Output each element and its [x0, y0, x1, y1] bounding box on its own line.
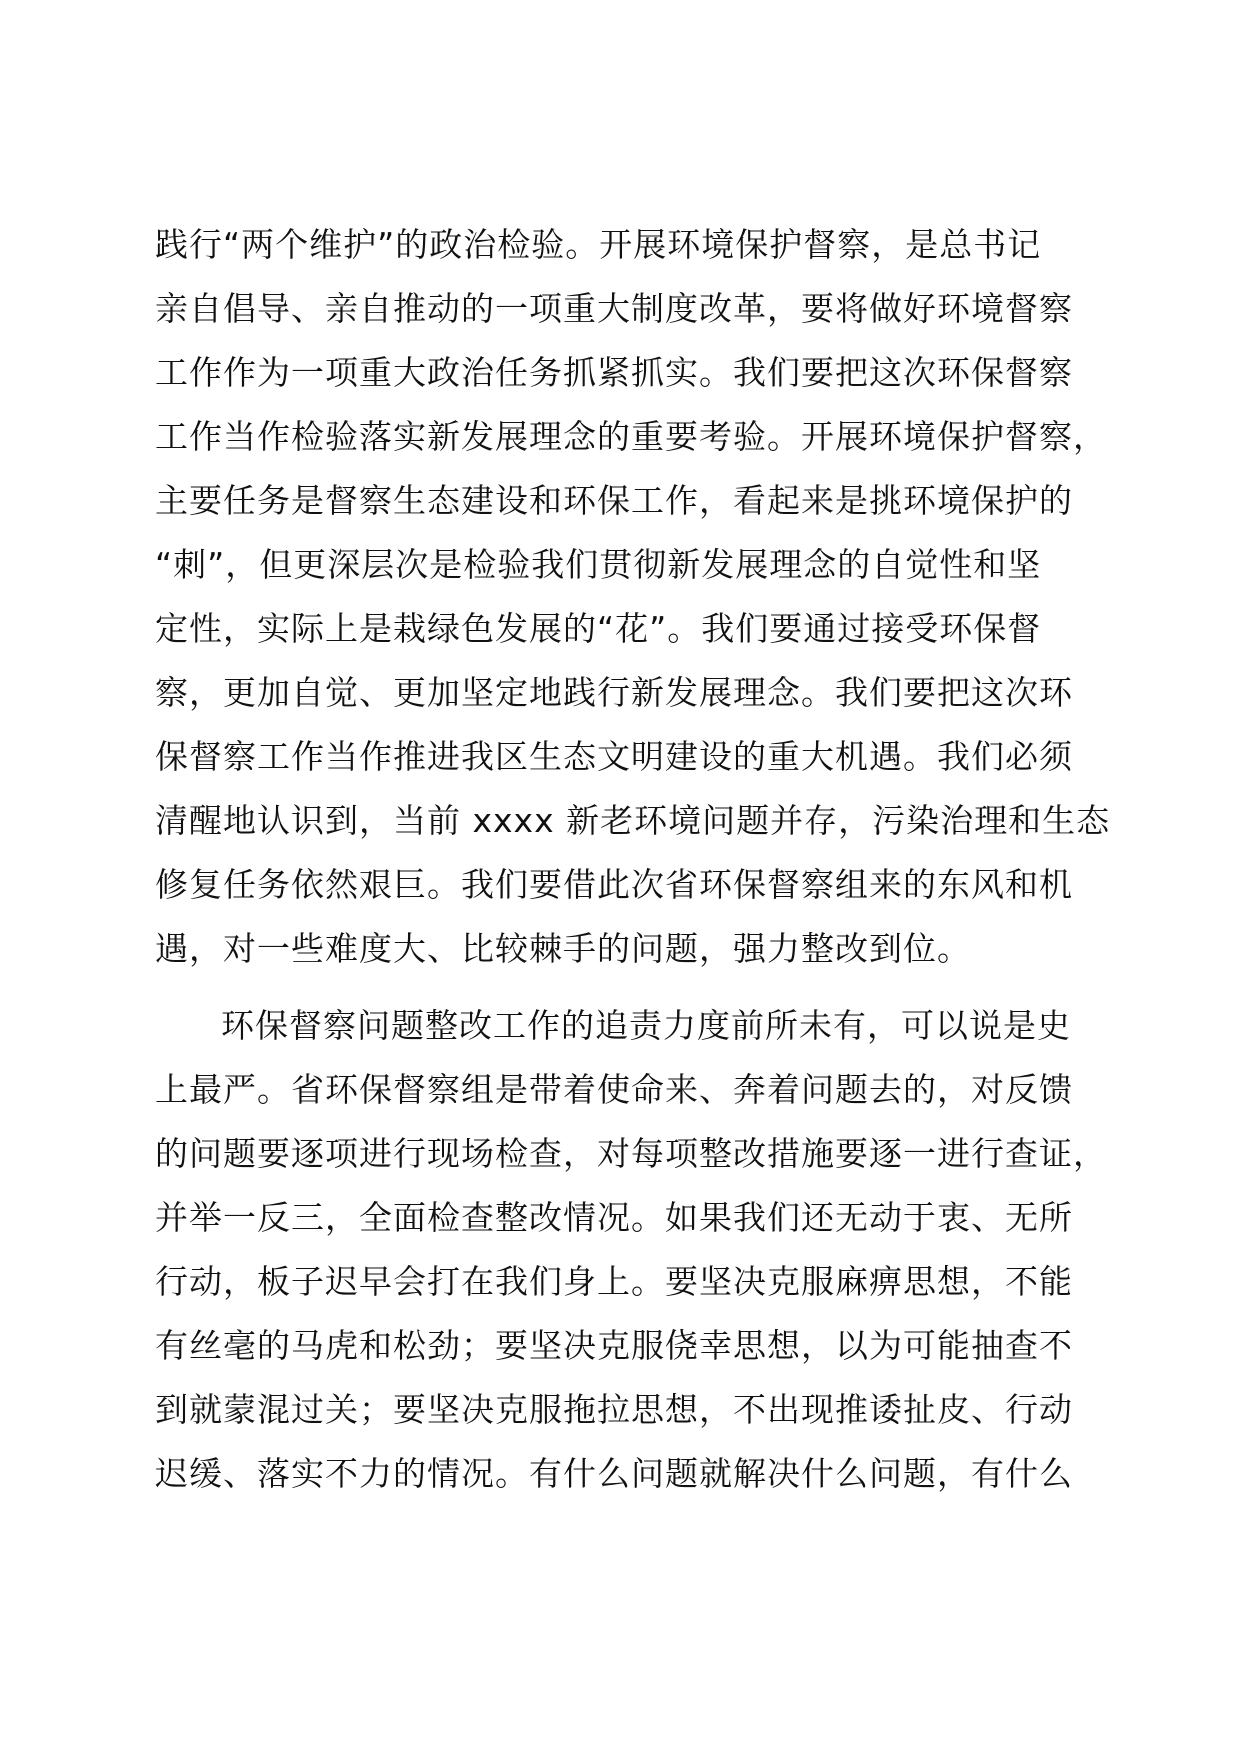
text-line: 迟缓、落实不力的情况。有什么问题就解决什么问题，有什么: [155, 1454, 1073, 1493]
text-line: 环保督察问题整改工作的追责力度前所未有，可以说是史: [221, 1006, 1071, 1045]
paragraph-spacer: [155, 981, 1115, 994]
text-line: 的问题要逐项进行现场检查，对每项整改措施要逐一进行查证，: [155, 1134, 1107, 1173]
text-line: 主要任务是督察生态建设和环保工作，看起来是挑环境保护的: [155, 481, 1073, 520]
text-line: 工作当作检验落实新发展理念的重要考验。开展环境保护督察，: [155, 417, 1107, 456]
text-line: 定性，实际上是栽绿色发展的“花”。我们要通过接受环保督: [155, 609, 1042, 648]
text-line: 亲自倡导、亲自推动的一项重大制度改革，要将做好环境督察: [155, 289, 1073, 328]
text-line: “刺”，但更深层次是检验我们贯彻新发展理念的自觉性和坚: [155, 545, 1042, 584]
text-line: 有丝毫的马虎和松劲；要坚决克服侥幸思想，以为可能抽查不: [155, 1326, 1073, 1365]
text-line: 上最严。省环保督察组是带着使命来、奔着问题去的，对反馈: [155, 1070, 1073, 1109]
text-line: 践行“两个维护”的政治检验。开展环境保护督察，是总书记: [155, 225, 1042, 264]
text-line: 到就蒙混过关；要坚决克服拖拉思想，不出现推诿扯皮、行动: [155, 1390, 1073, 1429]
text-line: 修复任务依然艰巨。我们要借此次省环保督察组来的东风和机: [155, 865, 1073, 904]
document-body: [155, 213, 1115, 1506]
text-line: 察，更加自觉、更加坚定地践行新发展理念。我们要把这次环: [155, 673, 1073, 712]
paragraph: [155, 213, 1115, 981]
text-line: 工作作为一项重大政治任务抓紧抓实。我们要把这次环保督察: [155, 353, 1073, 392]
text-line: 保督察工作当作推进我区生态文明建设的重大机遇。我们必须: [155, 737, 1073, 776]
text-line: 遇，对一些难度大、比较棘手的问题，强力整改到位。: [155, 929, 971, 968]
text-line: 并举一反三，全面检查整改情况。如果我们还无动于衷、无所: [155, 1198, 1073, 1237]
paragraph: [155, 994, 1115, 1506]
text-line: 行动，板子迟早会打在我们身上。要坚决克服麻痹思想，不能: [155, 1262, 1073, 1301]
text-line: 清醒地认识到，当前 xxxx 新老环境问题并存，污染治理和生态: [155, 801, 1111, 840]
